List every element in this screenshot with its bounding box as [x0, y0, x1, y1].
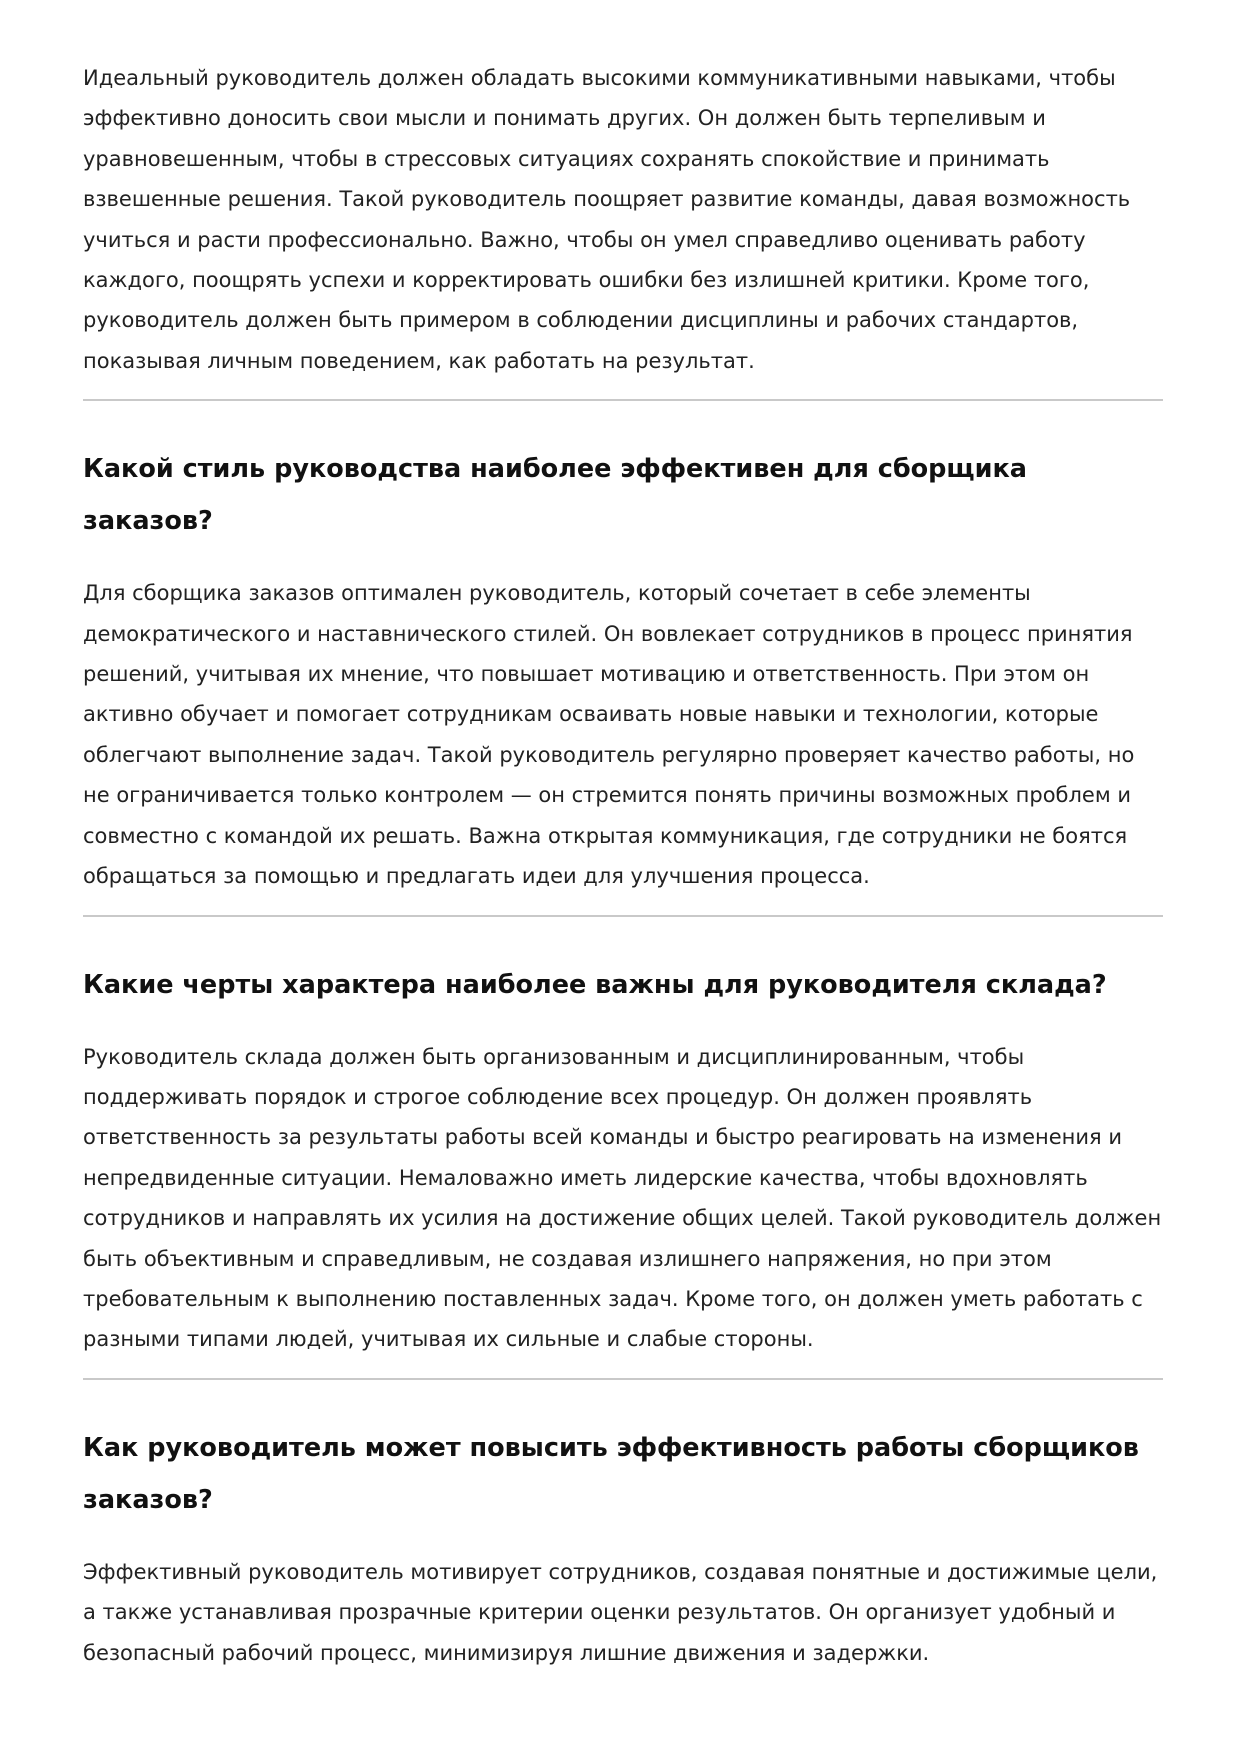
- section-divider: [83, 915, 1163, 917]
- efficiency-heading: Как руководитель может повысить эффективность работы сборщиков заказов?: [83, 1432, 1139, 1515]
- section-divider: [83, 1378, 1163, 1380]
- efficiency-paragraph: Эффективный руководитель мотивирует сотрудников, создавая понятные и достижимые цели, а также устанавливая прозрачные критерии оценки результатов. Он организует удобный и безопасный рабочий процесс, минимизируя лишние движения и задержки.: [83, 1559, 1158, 1665]
- intro-paragraph: Идеальный руководитель должен обладать высокими коммуникативными навыками, чтобы эффективно доносить свои мысли и понимать других. Он должен быть терпеливым и уравновешенным, чтобы в стрессовых ситуациях сохранять спокойствие и принимать взвешенные решения. Такой руководитель поощряет развитие команды, давая возможность учиться и расти профессионально. Важно, чтобы он умел справедливо оценивать работу каждого, поощрять успехи и корректировать ошибки без излишней критики. Кроме того, руководитель должен быть примером в соблюдении дисциплины и рабочих стандартов, показывая личным поведением, как работать на результат.: [83, 66, 1131, 373]
- character-traits-heading: Какие черты характера наиболее важны для руководителя склада?: [83, 969, 1107, 1000]
- document-page: [83, 58, 1163, 1673]
- character-traits-paragraph: Руководитель склада должен быть организованным и дисциплинированным, чтобы поддерживать порядок и строгое соблюдение всех процедур. Он должен проявлять ответственность за результаты работы всей команды и быстро реагировать на изменения и непредвиденные ситуации. Немаловажно иметь лидерские качества, чтобы вдохновлять сотрудников и направлять их усилия на достижение общих целей. Такой руководитель должен быть объективным и справедливым, не создавая излишнего напряжения, но при этом требовательным к выполнению поставленных задач. Кроме того, он должен уметь работать с разными типами людей, учитывая их сильные и слабые стороны.: [83, 1044, 1162, 1352]
- leadership-style-heading: Какой стиль руководства наиболее эффективен для сборщика заказов?: [83, 454, 1027, 537]
- leadership-style-paragraph: Для сборщика заказов оптимален руководитель, который сочетает в себе элементы демократического и наставнического стилей. Он вовлекает сотрудников в процесс принятия решений, учитывая их мнение, что повышает мотивацию и ответственность. При этом он активно обучает и помогает сотрудникам осваивать новые навыки и технологии, которые облегчают выполнение задач. Такой руководитель регулярно проверяет качество работы, но не ограничивается только контролем — он стремится понять причины возможных проблем и совместно с командой их решать. Важна открытая коммуникация, где сотрудники не боятся обращаться за помощью и предлагать идеи для улучшения процесса.: [83, 581, 1135, 889]
- section-divider: [83, 399, 1163, 401]
